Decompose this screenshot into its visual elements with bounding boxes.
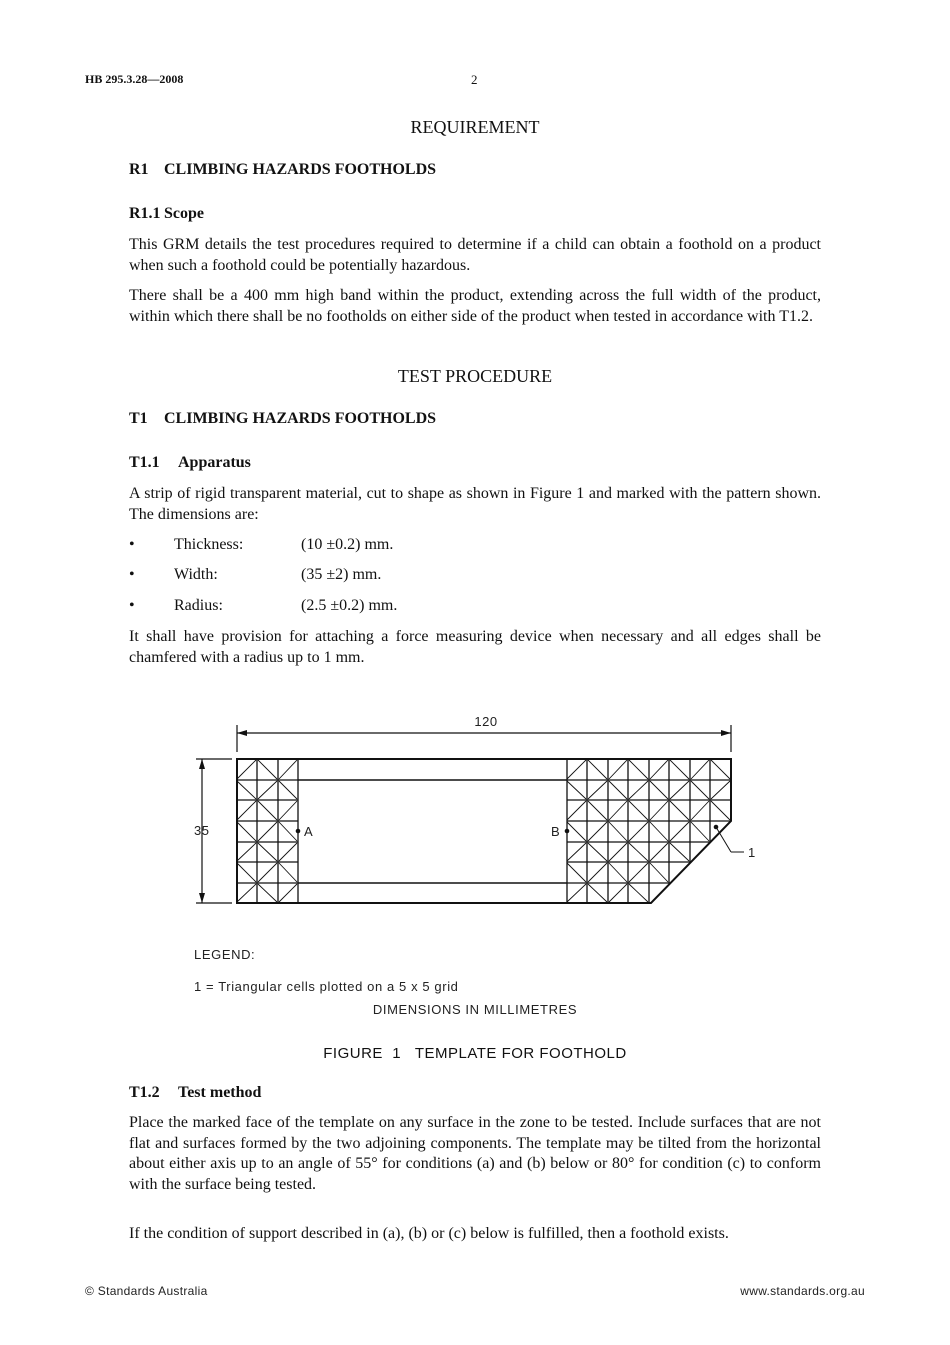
arrowhead: [199, 893, 205, 903]
scope-paragraph-2: There shall be a 400 mm high band within the product, extending across the full width of the product, within which there shall be no footholds on either side of the product when tested in accordance with T1.2.: [129, 287, 821, 325]
template-figure: [0, 700, 950, 930]
clause-t1-heading: [129, 410, 436, 428]
arrowhead: [237, 730, 247, 736]
legend-title: LEGEND:: [194, 947, 256, 962]
point-a-marker: [296, 829, 301, 834]
clause-number: T1.2: [129, 1084, 160, 1101]
width-dimension-label: 120: [474, 714, 498, 729]
clause-title: Test method: [178, 1084, 262, 1101]
clause-title: Apparatus: [178, 454, 251, 471]
clause-title: CLIMBING HAZARDS FOOTHOLDS: [164, 410, 437, 427]
bullet-marker: •: [129, 536, 135, 553]
footer-website-link[interactable]: www.standards.org.au: [740, 1284, 865, 1298]
units-note: DIMENSIONS IN MILLIMETRES: [372, 1002, 578, 1017]
test-procedure-heading: TEST PROCEDURE: [397, 366, 553, 386]
test-method-paragraph-2: If the condition of support described in (a), (b) or (c) below is fulfilled, then a foothold exists.: [129, 1225, 729, 1242]
clause-number: T1.1: [129, 454, 160, 471]
clause-r1-heading: [129, 161, 436, 179]
bullet-marker: •: [129, 566, 135, 583]
bullet-label: Width:: [174, 566, 218, 583]
footer-copyright: © Standards Australia: [85, 1284, 208, 1298]
bullet-value: (35 ±2) mm.: [301, 566, 382, 583]
arrowhead: [721, 730, 731, 736]
clause-title: CLIMBING HAZARDS FOOTHOLDS: [164, 161, 437, 178]
requirement-heading: REQUIREMENT: [410, 117, 540, 137]
height-dimension-label: 35: [194, 823, 210, 838]
clause-title: Scope: [164, 205, 204, 222]
legend-item: 1 = Triangular cells plotted on a 5 x 5 grid: [194, 979, 459, 994]
document-id: HB 295.3.28—2008: [85, 72, 184, 86]
callout-label: 1: [748, 845, 756, 860]
clause-t1-1-heading: [129, 454, 251, 472]
bullet-label: Radius:: [174, 597, 223, 614]
clause-number: T1: [129, 410, 148, 427]
callout-marker: [714, 825, 719, 830]
clause-number: R1.1: [129, 205, 161, 222]
bullet-marker: •: [129, 597, 135, 614]
page-number: 2: [471, 72, 478, 87]
clause-r1-1-heading: [129, 205, 204, 223]
right-grid: [567, 759, 731, 903]
scope-paragraph-1: This GRM details the test procedures required to determine if a child can obtain a foothold on a product when such a foothold could be potentially hazardous.: [129, 236, 821, 274]
apparatus-paragraph-1: A strip of rigid transparent material, cut to shape as shown in Figure 1 and marked with the pattern shown. The dimensions are:: [129, 485, 821, 523]
point-b-label: B: [551, 824, 561, 839]
clause-number: R1: [129, 161, 149, 178]
bullet-label: Thickness:: [174, 536, 244, 553]
apparatus-paragraph-2: It shall have provision for attaching a force measuring device when necessary and all edges shall be chamfered with a radius up to 1 mm.: [129, 628, 821, 666]
bullet-value: (2.5 ±0.2) mm.: [301, 597, 398, 614]
point-b-marker: [565, 829, 570, 834]
arrowhead: [199, 759, 205, 769]
clause-t1-2-heading: [129, 1084, 261, 1102]
center-strips: [298, 780, 567, 883]
bullet-value: (10 ±0.2) mm.: [301, 536, 394, 553]
figure-caption: FIGURE 1 TEMPLATE FOR FOOTHOLD: [323, 1045, 627, 1062]
test-method-paragraph-1: Place the marked face of the template on any surface in the zone to be tested. Include surfaces that are not flat and surfaces formed by the two adjoining components. The template may be tilted from the horizontal about either axis up to an angle of 55° for conditions (a) and (b) below or 80° for condition (c) to conform with the surface being tested.: [129, 1114, 821, 1193]
callout-leader: [716, 827, 731, 852]
point-a-label: A: [304, 824, 314, 839]
